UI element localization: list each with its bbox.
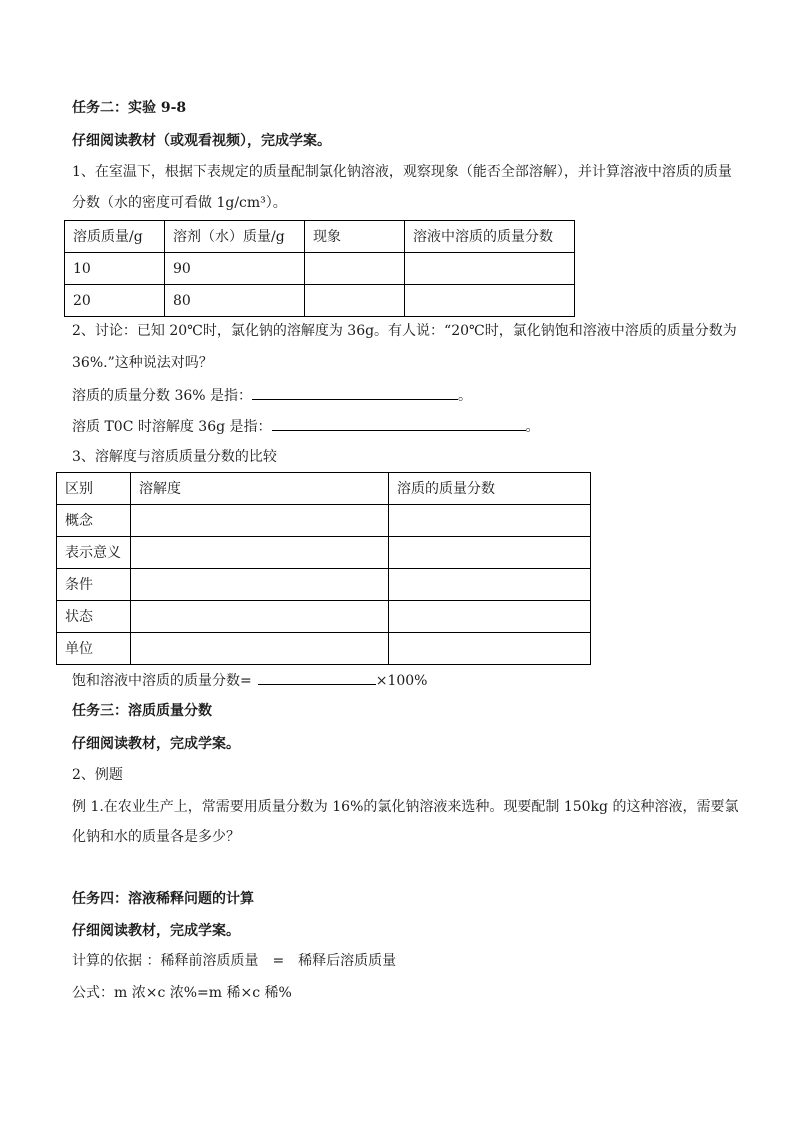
answer-blank[interactable] bbox=[272, 416, 526, 431]
example-line1: 例 1.在农业生产上，常需要用质量分数为 16%的氯化钠溶液来选种。现要配制 150kg 的这种溶液，需要氯 bbox=[72, 799, 739, 815]
table-header-cell: 溶质质量/g bbox=[65, 221, 165, 253]
table-header-row bbox=[57, 473, 591, 505]
table-cell bbox=[389, 569, 591, 601]
answer-blank[interactable] bbox=[258, 670, 376, 685]
q2-line2: 36%.”这种说法对吗？ bbox=[72, 355, 213, 371]
fill2-end: 。 bbox=[525, 419, 540, 435]
table-cell: 概念 bbox=[57, 505, 131, 537]
table-header-cell: 溶解度 bbox=[131, 473, 389, 505]
task2-instruction: 仔细阅读教材（或观看视频），完成学案。 bbox=[72, 133, 331, 149]
table-header-cell: 溶剂（水）质量/g bbox=[165, 221, 305, 253]
table-header-cell: 溶质的质量分数 bbox=[389, 473, 591, 505]
experiment-table bbox=[64, 220, 575, 317]
table-cell: 状态 bbox=[57, 601, 131, 633]
fill2-label: 溶质 T0C 时溶解度 36g 是指： bbox=[72, 419, 272, 435]
example-line2: 化钠和水的质量各是多少？ bbox=[72, 829, 240, 845]
table-row bbox=[65, 253, 575, 285]
q1-line2: 分数（水的密度可看做 1g/cm³）。 bbox=[72, 195, 287, 211]
table-cell bbox=[389, 601, 591, 633]
task4-formula: 公式：m 浓×c 浓%=m 稀×c 稀% bbox=[72, 985, 292, 1001]
q2-line1: 2、讨论：已知 20℃时，氯化钠的溶解度为 36g。有人说：“20℃时，氯化钠饱和溶液中溶质的质量分数为 bbox=[72, 323, 737, 339]
table-cell bbox=[389, 633, 591, 665]
table-cell: 90 bbox=[165, 253, 305, 285]
table-cell bbox=[389, 537, 591, 569]
table-cell bbox=[131, 601, 389, 633]
fill1-end: 。 bbox=[458, 388, 473, 404]
table-header-row bbox=[65, 221, 575, 253]
table-row bbox=[57, 633, 591, 665]
task4-title: 任务四：溶液稀释问题的计算 bbox=[72, 891, 254, 907]
fill-line-2 bbox=[72, 416, 540, 437]
table-header-cell: 溶液中溶质的质量分数 bbox=[405, 221, 575, 253]
table-cell: 10 bbox=[65, 253, 165, 285]
task3-instruction: 仔细阅读教材，完成学案。 bbox=[72, 736, 240, 752]
table-cell: 表示意义 bbox=[57, 537, 131, 569]
saturated-formula bbox=[72, 670, 428, 691]
answer-blank[interactable] bbox=[252, 385, 458, 400]
task3-item: 2、例题 bbox=[72, 767, 123, 783]
formula-label: 饱和溶液中溶质的质量分数= bbox=[72, 673, 252, 689]
table-row bbox=[65, 285, 575, 317]
table-cell bbox=[305, 253, 405, 285]
table-cell bbox=[131, 505, 389, 537]
table-cell: 80 bbox=[165, 285, 305, 317]
table-cell bbox=[389, 505, 591, 537]
table-cell bbox=[405, 253, 575, 285]
table-cell: 条件 bbox=[57, 569, 131, 601]
comparison-table bbox=[56, 472, 591, 665]
q3-title: 3、溶解度与溶质质量分数的比较 bbox=[72, 449, 277, 465]
table-cell bbox=[405, 285, 575, 317]
fill1-label: 溶质的质量分数 36% 是指： bbox=[72, 388, 253, 404]
table-cell: 单位 bbox=[57, 633, 131, 665]
table-cell bbox=[131, 633, 389, 665]
task4-basis: 计算的依据 ：稀释前溶质质量 = 稀释后溶质质量 bbox=[72, 953, 397, 969]
table-row bbox=[57, 505, 591, 537]
table-cell bbox=[131, 537, 389, 569]
task2-title: 任务二：实验 9-8 bbox=[72, 100, 187, 116]
task3-title: 任务三：溶质质量分数 bbox=[72, 703, 212, 719]
task4-instruction: 仔细阅读教材，完成学案。 bbox=[72, 923, 240, 939]
table-header-cell: 区别 bbox=[57, 473, 131, 505]
formula-end: ×100% bbox=[375, 673, 428, 689]
table-cell bbox=[131, 569, 389, 601]
table-cell: 20 bbox=[65, 285, 165, 317]
table-cell bbox=[305, 285, 405, 317]
q1-line1: 1、在室温下，根据下表规定的质量配制氯化钠溶液，观察现象（能否全部溶解），并计算溶液中溶质的质量 bbox=[72, 164, 732, 180]
table-row bbox=[57, 569, 591, 601]
table-row bbox=[57, 601, 591, 633]
fill-line-1 bbox=[72, 385, 472, 406]
table-row bbox=[57, 537, 591, 569]
table-header-cell: 现象 bbox=[305, 221, 405, 253]
